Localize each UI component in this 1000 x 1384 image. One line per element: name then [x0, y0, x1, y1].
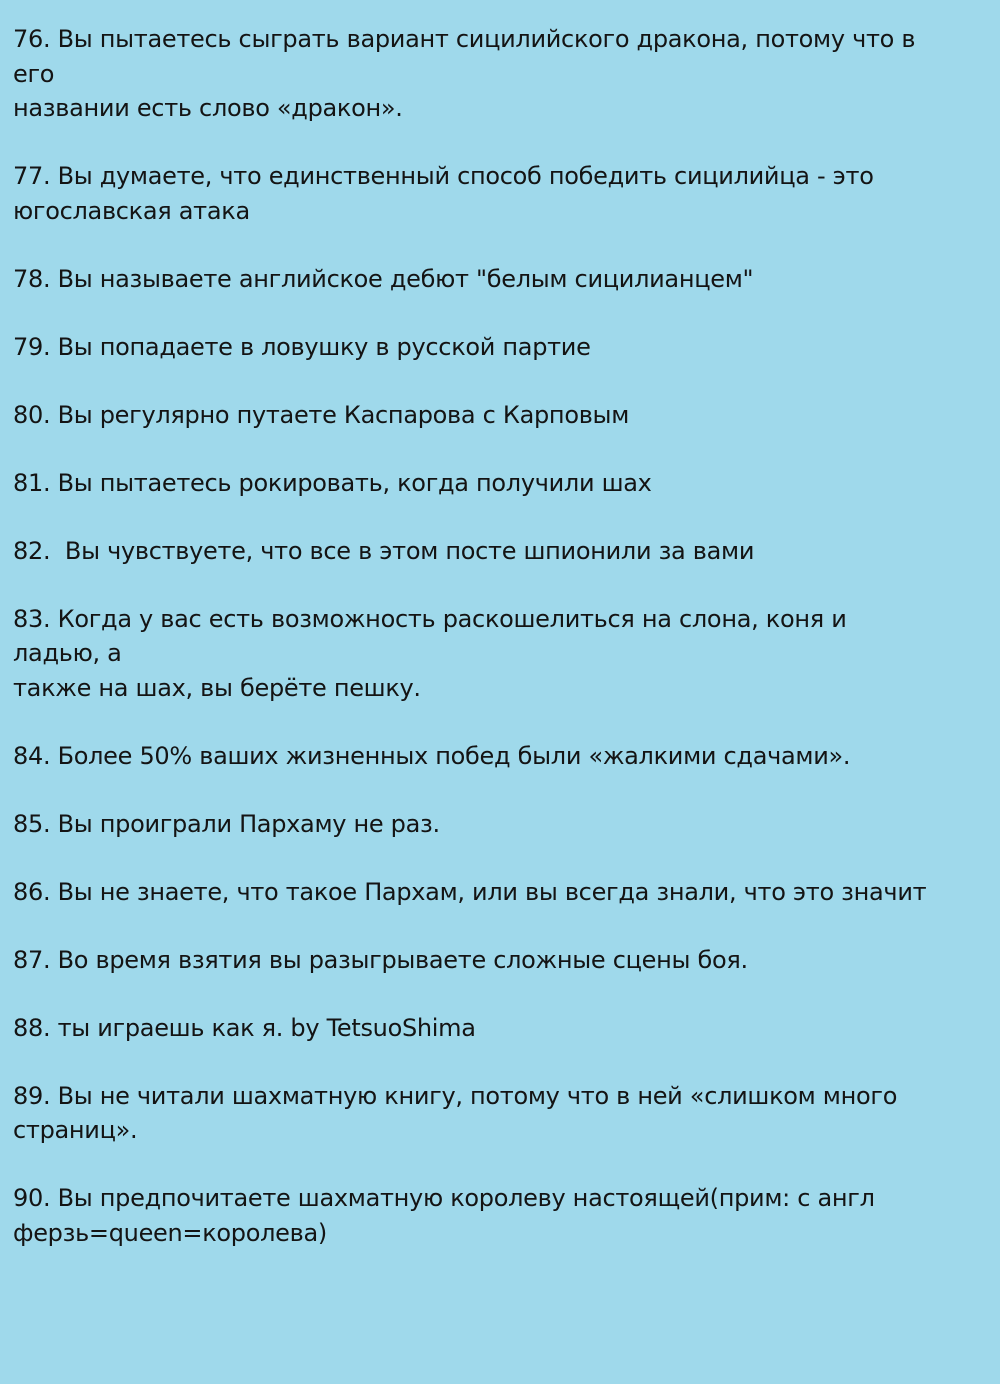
item-line: 76. Вы пытаетесь сыграть вариант сицилийского дракона, потому что в его	[13, 25, 916, 88]
item-line: 90. Вы предпочитаете шахматную королеву настоящей(прим: с англ	[13, 1184, 875, 1212]
list-item-87	[13, 943, 940, 978]
item-line: 89. Вы не читали шахматную книгу, потому что в ней «слишком много	[13, 1081, 898, 1110]
item-line: югославская атака	[13, 196, 250, 225]
list-item-88	[13, 1011, 940, 1046]
list-item-78	[13, 262, 940, 297]
item-line: страниц».	[13, 1116, 138, 1144]
list-item-81	[13, 466, 940, 501]
numbered-list	[13, 22, 940, 1250]
list-item-76	[13, 22, 940, 126]
item-line: 85. Вы проиграли Пархаму не раз.	[13, 809, 440, 838]
item-line: 83. Когда у вас есть возможность раскошелиться на слона, коня и ладью, а	[13, 604, 847, 667]
item-line: названии есть слово «дракон».	[13, 94, 403, 122]
item-line: 82. Вы чувствуете, что все в этом посте шпионили за вами	[13, 536, 755, 565]
item-line: ферзь=queen=королева)	[13, 1218, 327, 1247]
item-line: 77. Вы думаете, что единственный способ победить сицилийца - это	[13, 162, 874, 190]
item-line: 84. Более 50% ваших жизненных побед были «жалкими сдачами».	[13, 741, 851, 770]
list-item-85	[13, 807, 940, 842]
list-item-82	[13, 534, 940, 569]
item-line: 78. Вы называете английское дебют "белым сицилианцем"	[13, 264, 754, 293]
item-line: также на шах, вы берёте пешку.	[13, 673, 421, 702]
list-item-86	[13, 875, 940, 910]
list-item-79	[13, 330, 940, 365]
item-line: 81. Вы пытаетесь рокировать, когда получили шах	[13, 468, 652, 497]
list-item-77	[13, 159, 940, 228]
list-item-83	[13, 602, 940, 706]
list-item-89	[13, 1079, 940, 1148]
item-line: 86. Вы не знаете, что такое Пархам, или вы всегда знали, что это значит	[13, 877, 927, 906]
list-item-90	[13, 1181, 940, 1250]
item-line: 79. Вы попадаете в ловушку в русской партие	[13, 332, 591, 361]
item-line: 88. ты играешь как я. by TetsuoShima	[13, 1013, 476, 1042]
list-item-84	[13, 739, 940, 774]
list-item-80	[13, 398, 940, 433]
item-line: 80. Вы регулярно путаете Каспарова с Карповым	[13, 400, 630, 429]
item-line: 87. Во время взятия вы разыгрываете сложные сцены боя.	[13, 945, 748, 974]
